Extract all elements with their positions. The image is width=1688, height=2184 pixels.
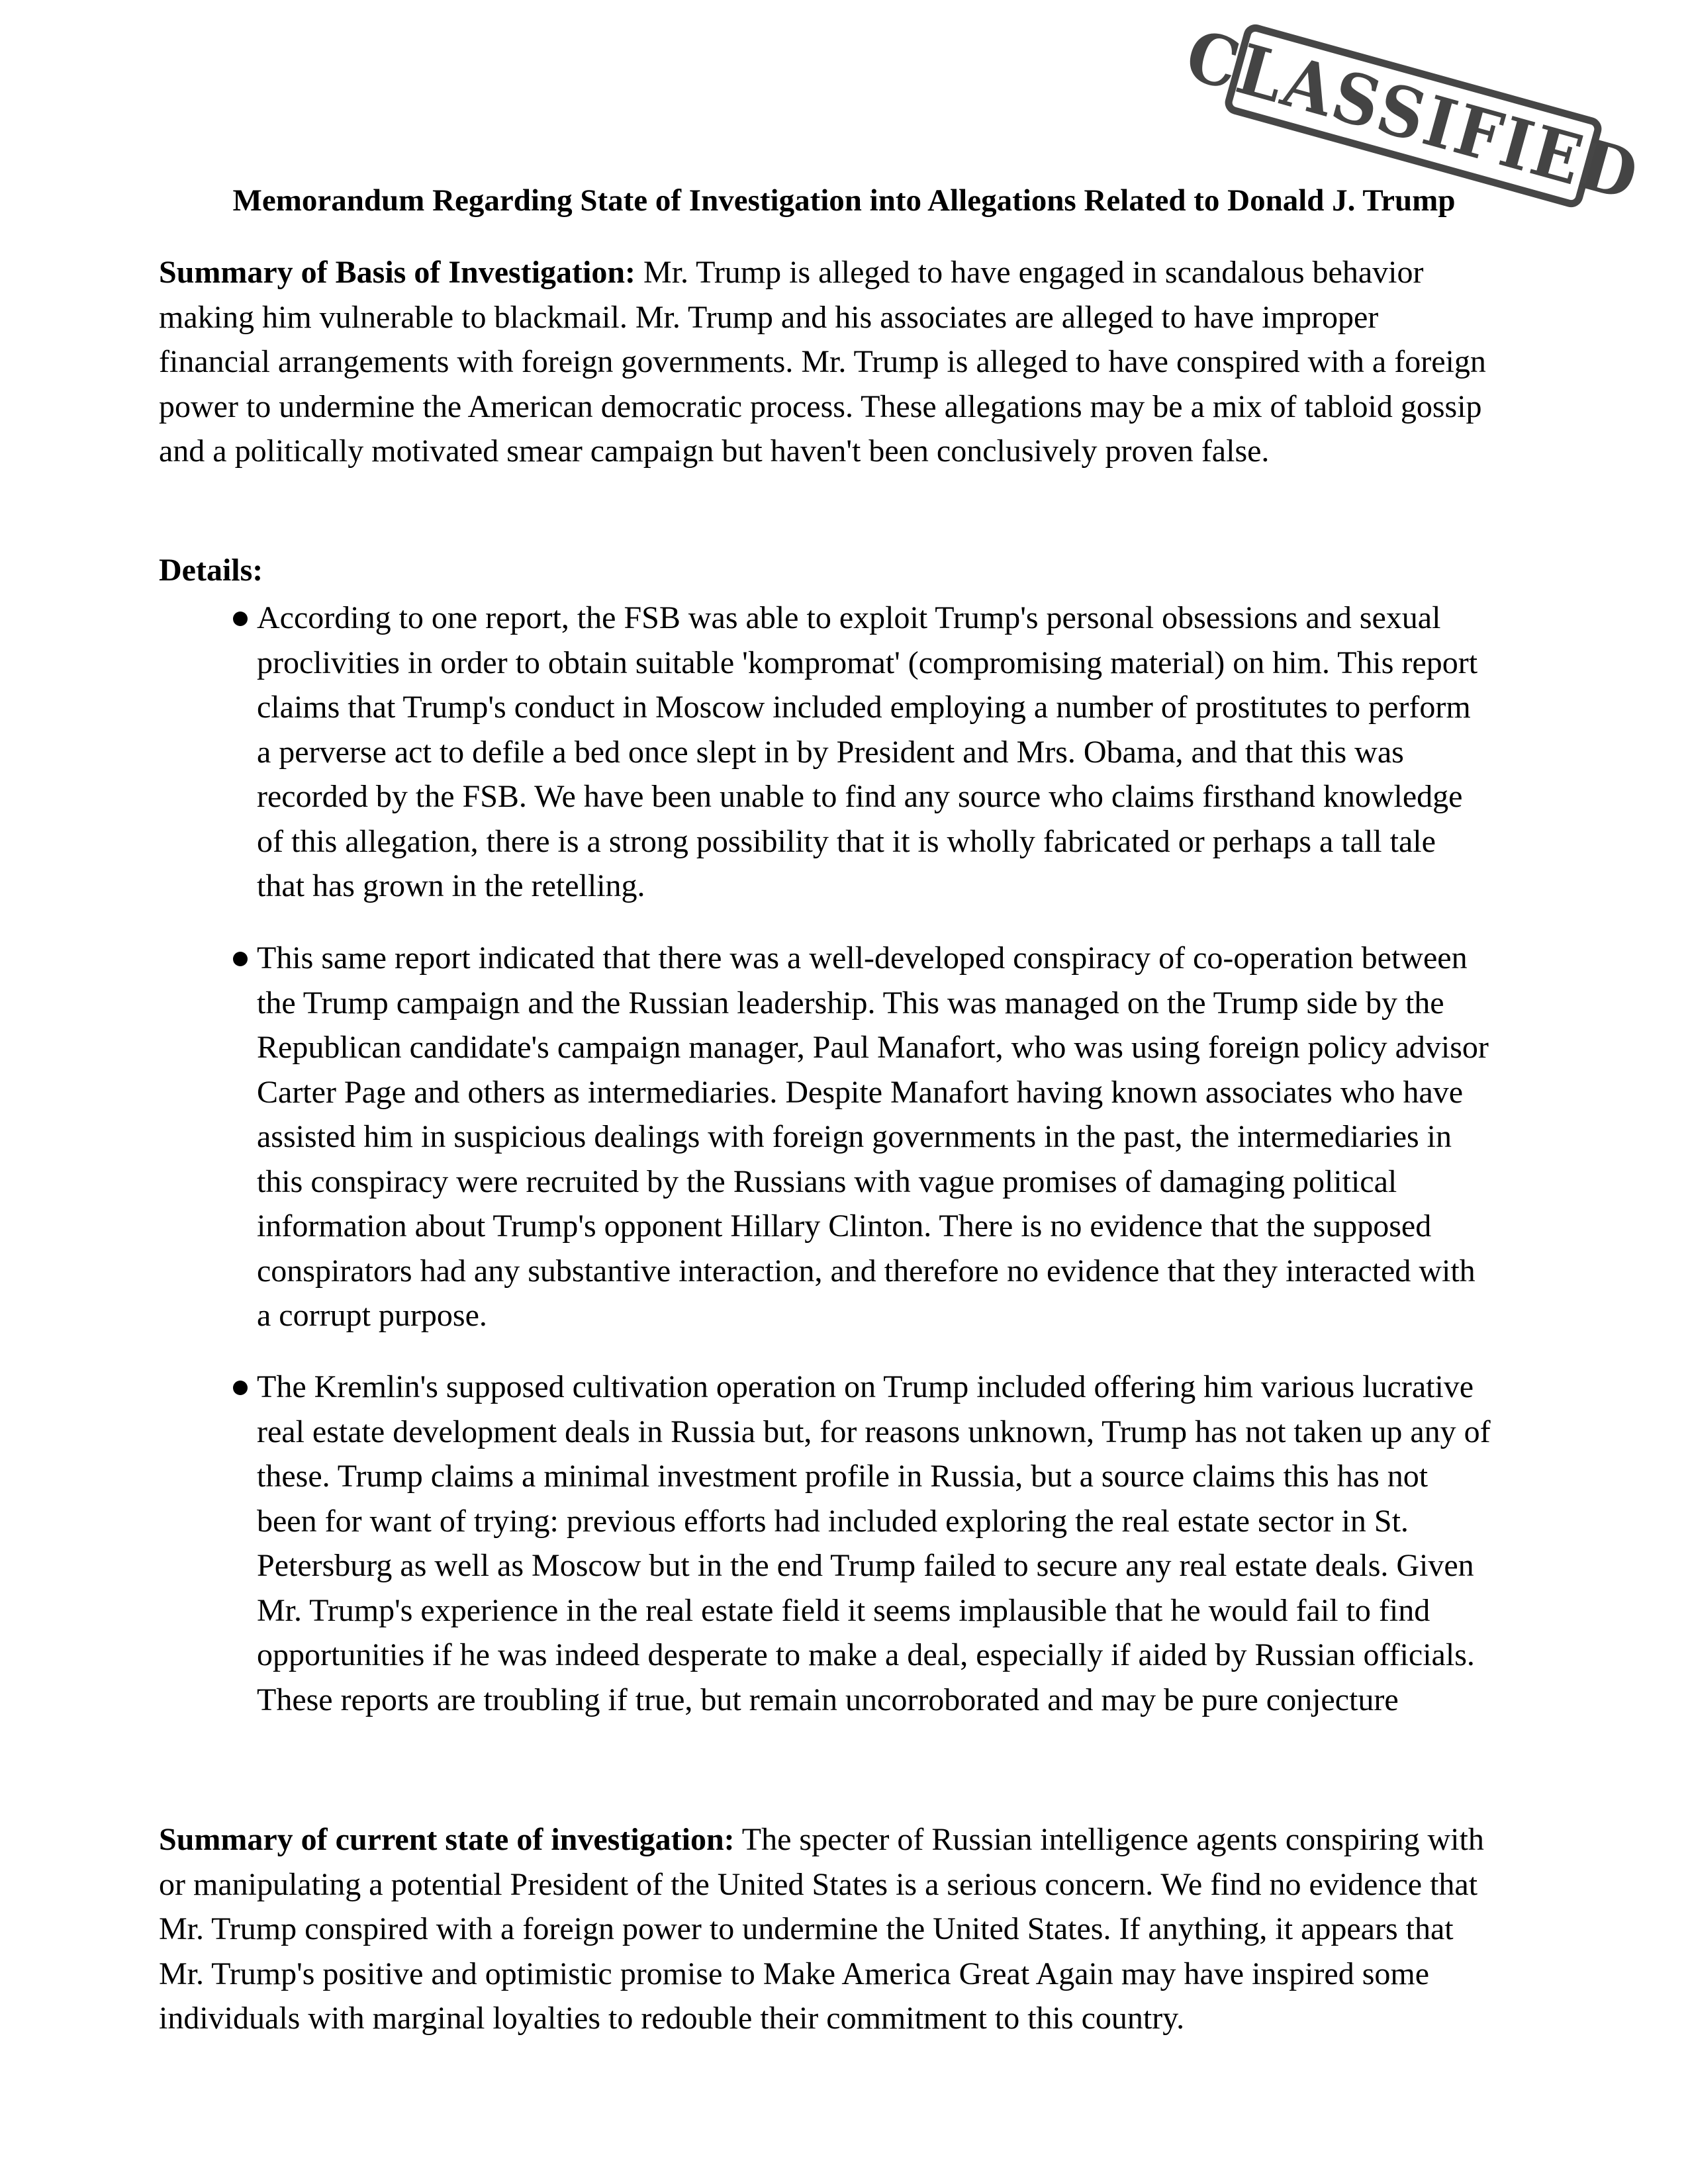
current-state-heading: Summary of current state of investigation: <box>159 1822 735 1857</box>
bullet-icon <box>233 1381 248 1395</box>
details-heading: Details: <box>159 553 263 588</box>
memo-title: Memorandum Regarding State of Investigation into Allegations Related to Donald J. Trump <box>232 183 1456 218</box>
details-item-text: This same report indicated that there was a well-developed conspiracy of co-operation between the Trump campaign and the Russian leadership. This was managed on the Trump side by the Republican candidate's campaign manager, Paul Manafort, who was using foreign policy advisor Carter Page and others as intermediaries. Despite Manafort having known associates who have assisted him in suspicious dealings with foreign governments in the past, the intermediaries in this conspiracy were recruited by the Russians with vague promises of damaging political information about Trump's opponent Hillary Clinton. There is no evidence that the supposed conspirators had any substantive interaction, and therefore no evidence that they interacted with a corrupt purpose. <box>257 940 1489 1333</box>
details-list-item <box>233 936 1491 1338</box>
basis-summary-heading: Summary of Basis of Investigation: <box>159 255 636 290</box>
basis-summary-paragraph <box>159 250 1496 474</box>
bullet-icon <box>233 612 248 626</box>
details-item-text: The Kremlin's supposed cultivation operation on Trump included offering him various lucrative real estate development deals in Russia but, for reasons unknown, Trump has not taken up any of these. Trump claims a minimal investment profile in Russia, but a source claims this has not been for want of trying: previous efforts had included exploring the real estate sector in St. Petersburg as well as Moscow but in the end Trump failed to secure any real estate deals. Given Mr. Trump's experience in the real estate field it seems implausible that he would fail to find opportunities if he was indeed desperate to make a deal, especially if aided by Russian officials. These reports are troubling if true, but remain uncorroborated and may be pure conjecture <box>257 1369 1491 1717</box>
bullet-icon <box>233 952 248 966</box>
details-list-item <box>233 596 1491 909</box>
current-state-text: The specter of Russian intelligence agents conspiring with or manipulating a potential President of the United States is a serious concern. We find no evidence that Mr. Trump conspired with a foreign power to undermine the United States. If anything, it appears that Mr. Trump's positive and optimistic promise to Make America Great Again may have inspired some individuals with marginal loyalties to redouble their commitment to this country. <box>159 1822 1484 2036</box>
current-state-paragraph <box>159 1817 1496 2041</box>
details-list-item <box>233 1365 1491 1722</box>
classified-stamp-label: CLASSIFIED <box>1178 14 1649 217</box>
basis-summary-text: Mr. Trump is alleged to have engaged in scandalous behavior making him vulnerable to blackmail. Mr. Trump and his associates are alleged to have improper financial arrangements with foreign governments. Mr. Trump is alleged to have conspired with a foreign power to undermine the American democratic process. These allegations may be a mix of tabloid gossip and a politically motivated smear campaign but haven't been conclusively proven false. <box>159 255 1486 469</box>
details-item-text: According to one report, the FSB was able to exploit Trump's personal obsessions and sexual proclivities in order to obtain suitable 'kompromat' (compromising material) on him. This report claims that Trump's conduct in Moscow included employing a number of prostitutes to perform a perverse act to defile a bed once slept in by President and Mrs. Obama, and that this was recorded by the FSB. We have been unable to find any source who claims firsthand knowledge of this allegation, there is a strong possibility that it is wholly fabricated or perhaps a tall tale that has grown in the retelling. <box>257 600 1478 903</box>
